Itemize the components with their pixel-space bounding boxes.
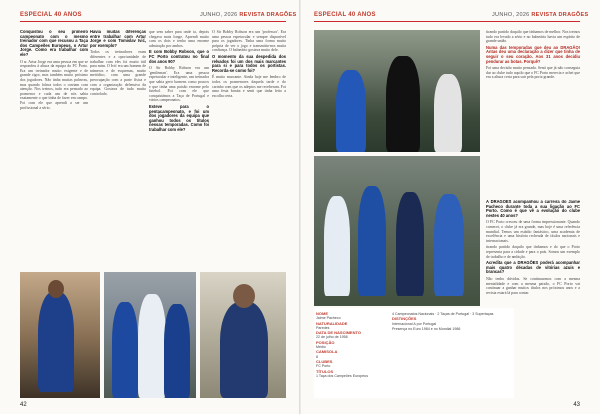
interview-question: A DRAGÕES acompanhou a carreira do Jaime Pacheco durante toda a sua ligação ao FC Porto. Como é que vê a evolução do clube nestes 40 anos? bbox=[486, 200, 580, 218]
profile-label: DISTINÇÕES bbox=[392, 316, 417, 322]
page-number-right: 43 bbox=[573, 402, 580, 408]
profile-value: Jaime Pacheco bbox=[316, 316, 341, 321]
interview-question: O momento da sua despedida dos relvados foi um dos mais marcantes para si e para todos os portistas. Recorda-se como foi? bbox=[212, 53, 286, 73]
photo-team-huddle bbox=[104, 272, 196, 398]
player-figure-b bbox=[358, 186, 386, 296]
profile-label: CLUBES bbox=[316, 358, 333, 364]
teammate-figure-1 bbox=[112, 302, 138, 398]
header-rule-left bbox=[20, 21, 286, 22]
profile-value: 22 de julho de 1958 bbox=[316, 335, 348, 340]
interview-question: Havia muitas diferenças entre trabalhar com Artur Jorge e com Tomislav Ivić, por exemplo? bbox=[90, 30, 146, 48]
portrait-head bbox=[233, 284, 255, 308]
photo-player-celebrating bbox=[20, 272, 100, 398]
page-number-left: 42 bbox=[20, 402, 27, 408]
magazine-name-left: REVISTA DRAGÕES bbox=[239, 12, 297, 18]
profile-value: Paredes bbox=[316, 325, 330, 330]
section-title-right: ESPECIAL 40 ANOS bbox=[314, 12, 376, 18]
left-page-column-3 bbox=[149, 30, 209, 268]
magazine-name-right: REVISTA DRAGÕES bbox=[531, 12, 589, 18]
left-page-column-1 bbox=[20, 30, 88, 268]
page-gutter bbox=[299, 0, 301, 414]
left-header-publication bbox=[200, 12, 296, 18]
left-page-column-2 bbox=[90, 30, 146, 268]
player-in-blue bbox=[336, 70, 366, 152]
interview-question: Esteve para o pentacampeonato, e foi um dos jogadores da equipa que ganhou todos os títulos nessas temporadas. Como foi trabalhar com ele? bbox=[149, 103, 209, 132]
interview-answer: O FC Porto cresceu de uma forma impressionante. Quando comecei, o clube já era grande, mas hoje é uma referência mundial. Temos um estádio fantástico, uma academia de excelência e uma história recheada de títulos nacionais e internacionais. bbox=[486, 220, 580, 243]
section-title-left: ESPECIAL 40 ANOS bbox=[20, 12, 82, 18]
right-page-column-1 bbox=[486, 30, 580, 198]
profile-label: NATURALIDADE bbox=[316, 320, 348, 326]
profile-value: 1 Taça dos Campeões Europeus bbox=[316, 373, 369, 378]
profile-value: 8 bbox=[316, 354, 318, 359]
profile-label: NOME bbox=[316, 311, 328, 316]
issue-date-right: JUNHO, 2026 bbox=[492, 12, 530, 18]
profile-label: TÍTULOS bbox=[316, 368, 334, 374]
interview-answer: Todos os treinadores eram diferentes e a oportunidade de trabalhar com eles foi muito útil para mim. O Ivić era um homem de números e de esquemas, muito metódico, com uma grande preocupação com a parte física e com a organização defensiva da equipa. Gostava de tudo muito controlado. bbox=[90, 50, 146, 96]
issue-date-left: JUNHO, 2026 bbox=[200, 12, 238, 18]
interview-question: Numa das temporadas que deu ao DRAGÃO! Antas deu uma declaração a dizer que tinha de seguir o seu coração. Aos 31 anos decidiu pendurar as botas. Porquê? bbox=[486, 44, 580, 64]
player-head bbox=[48, 280, 64, 298]
left-header-section bbox=[20, 12, 82, 18]
profile-value: 4 Campeonatos Nacionais · 2 Taças de Portugal · 3 Supertaças bbox=[392, 312, 494, 316]
interview-question: E com Bobby Robson, que o FC Porto contratou no final dos anos 90? bbox=[149, 49, 209, 64]
interview-answer: O sr. Artur Jorge era uma pessoa em que se respondeu à altura da equipa do FC Porto. Era um treinador muito exigente e de grande rigor, mas também muito próximo dos jogadores. Não tinha muitas palavras, mas quando falava todos o ouviam com atenção. Nos treinos, tudo era pensado ao pormenor e cada um de nós sabia exatamente o que tinha de fazer em campo. Foi com ele que aprendi a ser um profissional a sério. bbox=[20, 59, 88, 110]
profile-value: Médio bbox=[316, 345, 326, 350]
interview-answer: Foi uma decisão muito pensada. Senti que já não conseguia dar ao clube tudo aquilo que o FC Porto merecia e achei que era a altura certa para sair pela porta grande. bbox=[486, 66, 580, 80]
photo-match-action bbox=[314, 156, 480, 306]
player-figure-a bbox=[324, 196, 350, 296]
referee-figure bbox=[386, 56, 420, 152]
player-profile-box bbox=[314, 308, 514, 398]
player-in-white bbox=[434, 74, 462, 152]
player-figure bbox=[38, 292, 74, 392]
left-page-column-4 bbox=[212, 30, 286, 268]
interview-question: Acredita que a DRAGÕES poderá acompanhar mais quatro décadas de vitórias azuis e brancas? bbox=[486, 260, 580, 275]
interview-question: Conquistou o seu primeiro campeonato com o mesmo treinador com que recusou a Taça dos Campeões Europeus, o Artur Jorge. Como era trabalhar com ele? bbox=[20, 30, 88, 57]
right-header-section bbox=[314, 12, 376, 18]
portrait-figure bbox=[220, 302, 268, 398]
profile-value: Internacional A por Portugal bbox=[392, 321, 437, 326]
profile-label: POSIÇÃO bbox=[316, 339, 335, 345]
interview-answer: Não tenho dúvidas. Se continuarmos com a mesma mentalidade e com a mesma paixão, o FC Porto vai continuar a ganhar muitos títulos nos próximos anos e a revista estará lá para contar. bbox=[486, 276, 580, 295]
right-header-publication bbox=[492, 12, 588, 18]
profile-label: DATA DE NASCIMENTO bbox=[316, 330, 361, 336]
interview-answer: É muito marcante. Ainda hoje me lembro de todos os pormenores daquela tarde e do carinho com que os adeptos me receberam. Foi uma festa bonita e senti que tinha feito a escolha certa. bbox=[212, 75, 286, 98]
interview-answer: O Sir Bobby Robson era um 'gentleman'. Era uma pessoa espetacular e inteligente, um treinador que sabia gerir homens como poucos e que tinha uma paixão enorme pelo futebol. Foi com ele que conquistámos a Taça de Portugal e vários campeonatos. bbox=[149, 66, 209, 103]
player-figure-d bbox=[434, 194, 464, 296]
interview-answer: que sem saber para onde ia, depois chegava mais longe. Aprendi muito com os dois e tenho uma enorme admiração por ambos. bbox=[149, 30, 209, 48]
header-rule-right bbox=[314, 21, 580, 22]
interview-answer: tirando partido daquilo que tínhamos e do que o Porto representa para a cidade e para o país. Somos um exemplo de trabalho e de ambição. bbox=[486, 245, 580, 259]
profile-column-right bbox=[392, 312, 502, 332]
profile-value: Presença no Euro 1984 e no Mundial 1986 bbox=[392, 326, 461, 331]
profile-value: FC Porto bbox=[316, 364, 331, 369]
interview-answer: tirando partido daquilo que tínhamos de melhor. Nos treinos tudo era levado a sério e no balneário havia um espírito de grande união. bbox=[486, 30, 580, 44]
teammate-figure-2 bbox=[138, 294, 166, 398]
photo-player-portrait bbox=[200, 272, 286, 398]
teammate-figure-3 bbox=[164, 304, 190, 398]
profile-label: CAMISOLA bbox=[316, 349, 338, 355]
player-figure-c bbox=[396, 192, 424, 296]
profile-column-left bbox=[316, 312, 384, 379]
interview-answer: O Sir Bobby Robson era um 'professor'. Era uma pessoa espetacular e sempre disponível para os jogadores. Tinha uma forma muito própria de ver o jogo e transmitia-nos muita confiança. O balneário gostava muito dele. bbox=[212, 30, 286, 53]
photo-match-referee bbox=[314, 30, 480, 152]
